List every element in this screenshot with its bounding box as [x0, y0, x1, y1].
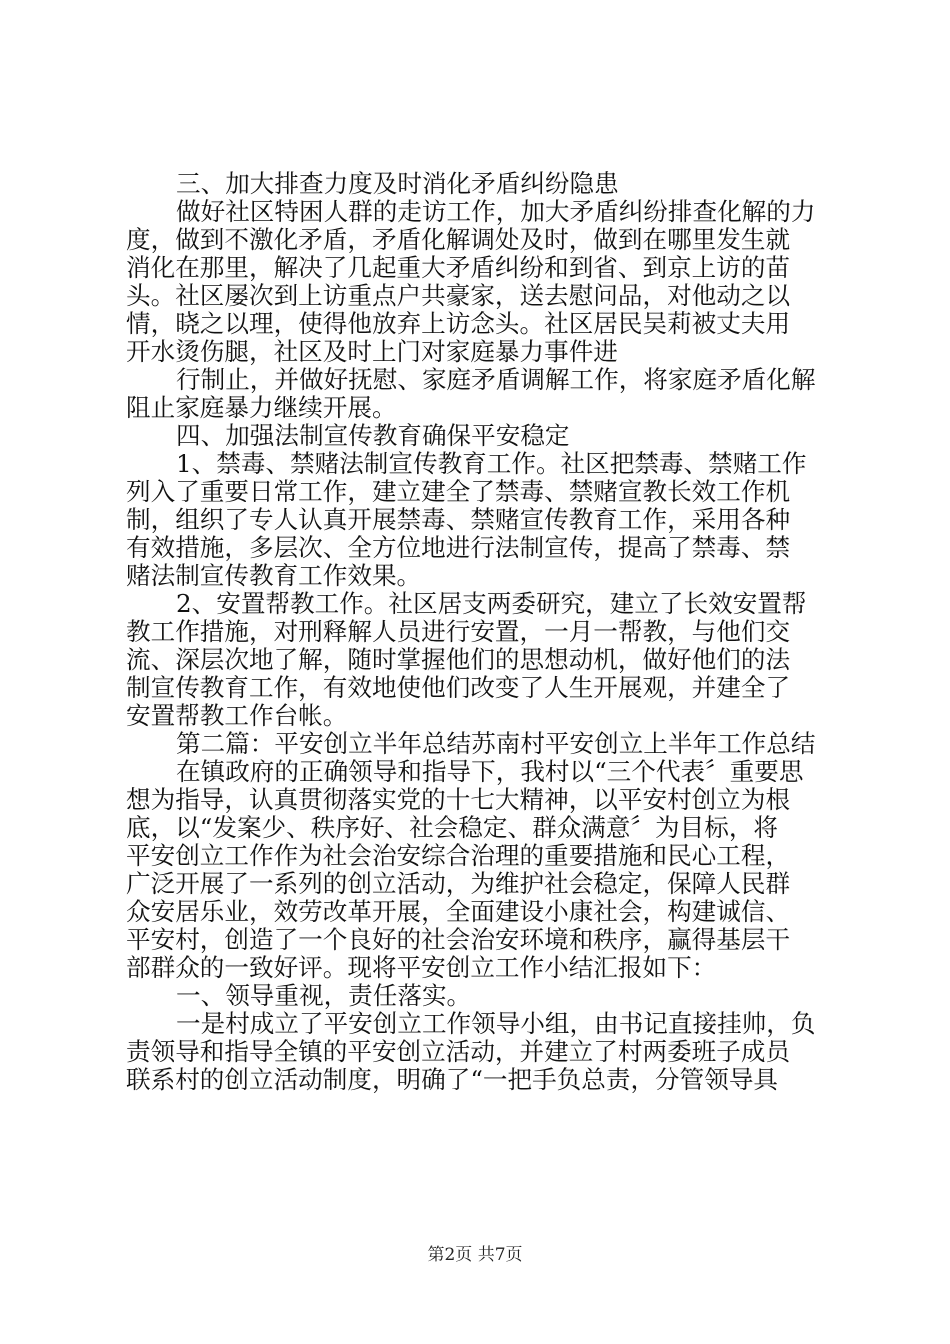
text-line: 部群众的一致好评。现将平安创立工作小结汇报如下：: [126, 953, 717, 982]
text-line: 众安居乐业，效劳改革开展，全面建设小康社会，构建诚信、: [126, 897, 791, 926]
text-line: 制，组织了专人认真开展禁毒、禁赌宣传教育工作，采用各种: [126, 505, 791, 534]
text-line: 头。社区屡次到上访重点户共豪家，送去慰问品，对他动之以: [126, 281, 791, 310]
text-line: 一、领导重视，责任落实。: [176, 981, 472, 1010]
text-line: 平安村，创造了一个良好的社会治安环境和秩序，赢得基层干: [126, 925, 791, 954]
text-line: 阻止家庭暴力继续开展。: [126, 393, 397, 422]
text-line: 1、禁毒、禁赌法制宣传教育工作。社区把禁毒、禁赌工作: [176, 449, 807, 478]
text-line: 安置帮教工作台帐。: [126, 701, 348, 730]
text-line: 平安创立工作作为社会治安综合治理的重要措施和民心工程，: [126, 841, 791, 870]
text-line: 2、安置帮教工作。社区居支两委研究，建立了长效安置帮: [176, 589, 807, 618]
text-line: 做好社区特困人群的走访工作，加大矛盾纠纷排查化解的力: [176, 197, 816, 226]
document-body: [126, 170, 826, 1094]
text-line: 行制止，并做好抚慰、家庭矛盾调解工作，将家庭矛盾化解: [176, 365, 816, 394]
text-line: 想为指导，认真贯彻落实党的十七大精神，以平安村创立为根: [126, 785, 791, 814]
text-line: 流、深层次地了解，随时掌握他们的思想动机，做好他们的法: [126, 645, 791, 674]
text-line: 有效措施，多层次、全方位地进行法制宣传，提高了禁毒、禁: [126, 533, 791, 562]
text-line: 广泛开展了一系列的创立活动，为维护社会稳定，保障人民群: [126, 869, 791, 898]
text-line: 第二篇：平安创立半年总结苏南村平安创立上半年工作总结: [176, 729, 816, 758]
page-number-footer: 第2页 共7页: [427, 1245, 523, 1265]
text-line: 底，以“发案少、秩序好、社会稳定、群众满意〞为目标，将: [126, 813, 779, 842]
text-line: 消化在那里，解决了几起重大矛盾纠纷和到省、到京上访的苗: [126, 253, 791, 282]
text-line: 教工作措施，对刑释解人员进行安置，一月一帮教，与他们交: [126, 617, 791, 646]
text-line: 列入了重要日常工作，建立建全了禁毒、禁赌宣教长效工作机: [126, 477, 791, 506]
text-line: 三、加大排查力度及时消化矛盾纠纷隐患: [176, 169, 619, 198]
text-line: 责领导和指导全镇的平安创立活动，并建立了村两委班子成员: [126, 1037, 791, 1066]
text-line: 在镇政府的正确领导和指导下，我村以“三个代表〞重要思: [176, 757, 804, 786]
text-line: 开水烫伤腿，社区及时上门对家庭暴力事件进: [126, 337, 618, 366]
text-line: 情，晓之以理，使得他放弃上访念头。社区居民吴莉被丈夫用: [126, 309, 791, 338]
text-line: 一是村成立了平安创立工作领导小组，由书记直接挂帅，负: [176, 1009, 816, 1038]
text-line: 联系村的创立活动制度，明确了“一把手负总责，分管领导具: [126, 1065, 779, 1094]
text-line: 制宣传教育工作，有效地使他们改变了人生开展观，并建全了: [126, 673, 791, 702]
text-line: 四、加强法制宣传教育确保平安稳定: [176, 421, 570, 450]
text-line: 赌法制宣传教育工作效果。: [126, 561, 422, 590]
text-line: 度，做到不激化矛盾，矛盾化解调处及时，做到在哪里发生就: [126, 225, 791, 254]
